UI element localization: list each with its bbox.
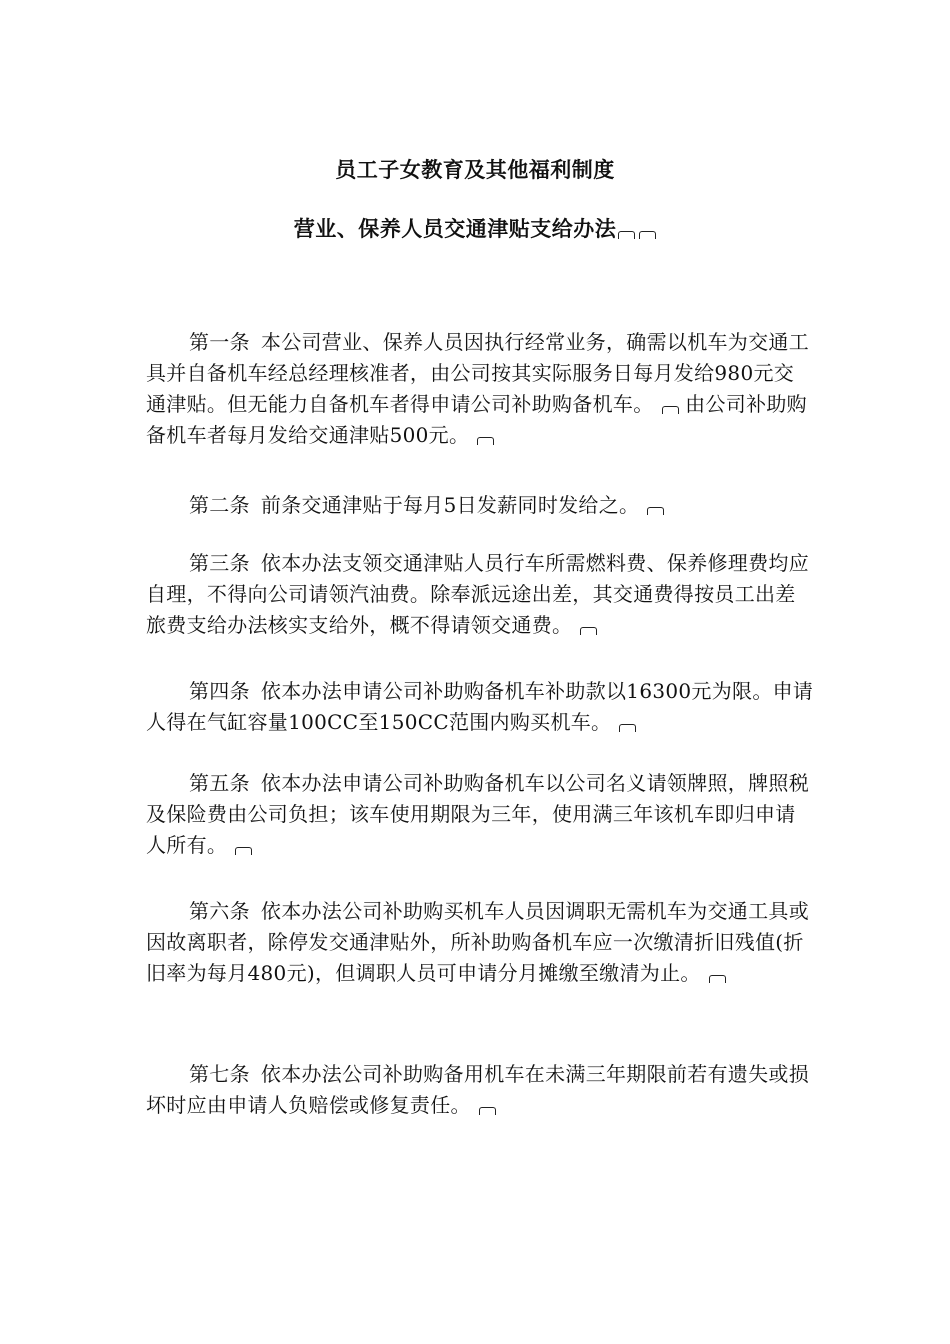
article-label: 第二条 [189,493,250,517]
article-1 [146,327,814,451]
paragraph-mark-pair [616,216,656,241]
article-label: 第七条 [189,1062,250,1086]
article-text: 依本办法申请公司补助购备机车补助款以16300元为限。申请人得在气缸容量100CC至150CC范围内购买机车。 [146,679,814,734]
article-4 [146,676,814,738]
paragraph-mark-icon [235,847,252,855]
paragraph-mark-icon [639,231,656,239]
article-5 [146,768,814,861]
article-label: 第一条 [189,330,250,354]
article-6 [146,896,814,989]
document-subtitle-text: 营业、保养人员交通津贴支给办法 [293,216,617,241]
article-text: 本公司营业、保养人员因执行经常业务，确需以机车为交通工具并自备机车经总经理核准者，由公司按其实际服务日每月发给980元交通津贴。但无能力自备机车者得申请公司补助购备机车。 [146,330,810,416]
article-label: 第五条 [189,771,250,795]
article-text-continued: 由公司补助购备机车者每月发给交通津贴500元。 [146,392,807,447]
document-title-text: 员工子女教育及其他福利制度 [335,157,615,182]
article-label: 第四条 [189,679,250,703]
article-label: 第六条 [189,899,250,923]
paragraph-mark-icon [709,975,726,983]
article-text: 依本办法公司补助购买机车人员因调职无需机车为交通工具或因故离职者，除停发交通津贴外，所补助购备机车应一次缴清折旧残值(折旧率为每月480元)，但调职人员可申请分月摊缴至缴清为止。 [146,899,810,985]
paragraph-mark-icon [619,724,636,732]
article-text: 依本办法公司补助购备用机车在未满三年期限前若有遗失或损坏时应由申请人负赔偿或修复责任。 [146,1062,810,1117]
document-subtitle [0,215,950,243]
document-title [0,156,950,184]
article-7 [146,1059,814,1121]
article-2 [146,490,814,521]
paragraph-mark-icon [580,627,597,635]
paragraph-mark-icon [479,1107,496,1115]
paragraph-mark-icon [647,507,664,515]
article-text: 依本办法申请公司补助购备机车以公司名义请领牌照，牌照税及保险费由公司负担；该车使用期限为三年，使用满三年该机车即归申请人所有。 [146,771,810,857]
paragraph-mark-icon [618,231,635,239]
paragraph-mark-icon [662,406,679,414]
article-text: 依本办法支领交通津贴人员行车所需燃料费、保养修理费均应自理，不得向公司请领汽油费。除奉派远途出差，其交通费得按员工出差旅费支给办法核实支给外，概不得请领交通费。 [146,551,810,637]
article-text: 前条交通津贴于每月5日发薪同时发给之。 [260,493,640,517]
article-3 [146,548,814,641]
paragraph-mark-icon [477,437,494,445]
article-label: 第三条 [189,551,250,575]
